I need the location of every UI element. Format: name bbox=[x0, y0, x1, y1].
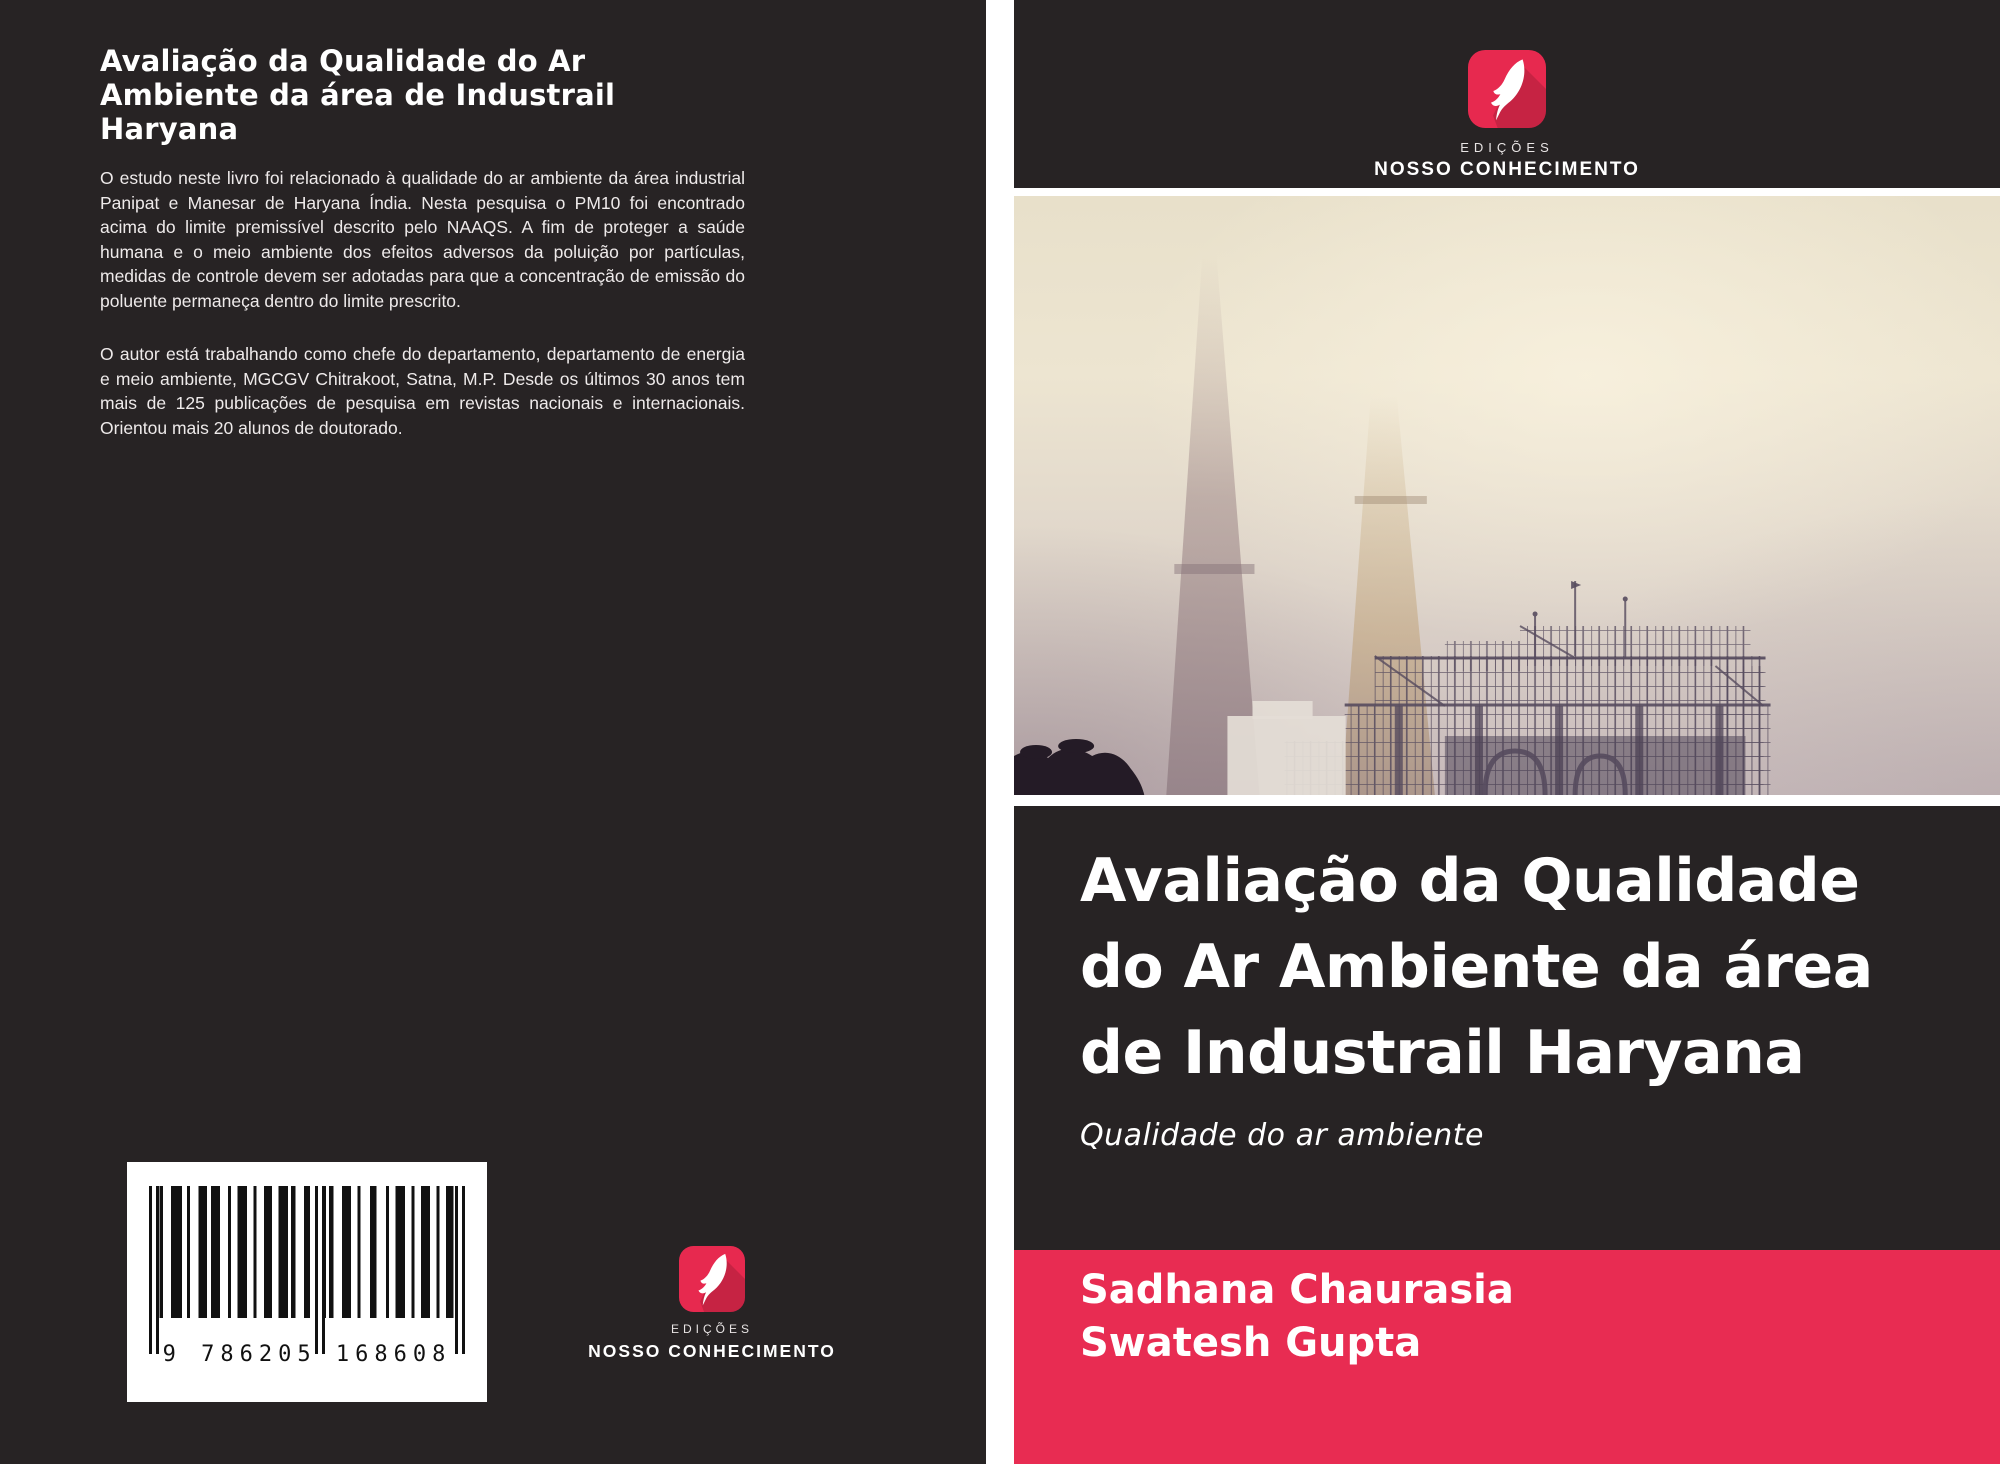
feather-icon bbox=[1468, 50, 1546, 128]
barcode-bars bbox=[149, 1186, 465, 1318]
feather-icon bbox=[679, 1246, 745, 1312]
back-cover bbox=[0, 0, 986, 1464]
back-title-line: Haryana bbox=[100, 112, 239, 146]
front-title bbox=[1080, 838, 1873, 1096]
barcode bbox=[127, 1162, 487, 1402]
author-bio-text: O autor está trabalhando como chefe do departamento, departamento de energia e meio ambiente, MGCGV Chitrakoot, Satna, M.P. Desde os últimos 30 anos tem mais de 125 publicações de pesquisa em revistas nacionais e internacionais. Orientou mais 20 alunos de doutorado. bbox=[100, 344, 745, 438]
barcode-number: 9 786205 168608 bbox=[162, 1342, 452, 1367]
back-title-line: Ambiente da área de Industrail bbox=[100, 78, 616, 112]
barcode-guard-right bbox=[455, 1186, 465, 1354]
subtitle: Qualidade do ar ambiente bbox=[1080, 1118, 1485, 1153]
author-name: Sadhana Chaurasia bbox=[1080, 1267, 1514, 1313]
imprint-small-label: EDIÇÕES bbox=[670, 1322, 753, 1336]
front-cover bbox=[1014, 0, 2000, 1464]
imprint-name-label: NOSSO CONHECIMENTO bbox=[588, 1341, 836, 1361]
front-title-line: Avaliação da Qualidade bbox=[1080, 846, 1860, 916]
spine-gutter bbox=[986, 0, 1014, 1464]
imprint-small-label: EDIÇÕES bbox=[1460, 140, 1554, 155]
cover-photo bbox=[1014, 196, 2000, 795]
imprint-name-label: NOSSO CONHECIMENTO bbox=[1374, 159, 1640, 180]
cover-photo-frame bbox=[1014, 188, 2000, 806]
author-band bbox=[1014, 1250, 2000, 1464]
publisher-logo-back bbox=[562, 1246, 862, 1362]
front-title-line: de Industrail Haryana bbox=[1080, 1018, 1805, 1088]
back-title-line: Avaliação da Qualidade do Ar bbox=[100, 44, 586, 78]
barcode-guard-left bbox=[149, 1186, 159, 1354]
barcode-guard-middle bbox=[315, 1186, 325, 1354]
publisher-logo-front bbox=[1014, 50, 2000, 181]
back-title bbox=[100, 44, 615, 146]
author-name: Swatesh Gupta bbox=[1080, 1320, 1422, 1366]
front-title-line: do Ar Ambiente da área bbox=[1080, 932, 1873, 1002]
synopsis-text: O estudo neste livro foi relacionado à qualidade do ar ambiente da área industrial Panipat e Manesar de Haryana Índia. Nesta pesquisa o PM10 foi encontrado acima do limite premissível descrito pelo NAAQS. A fim de proteger a saúde humana e o meio ambiente dos efeitos adversos da poluição por partículas, medidas de controle devem ser adotadas para que a concentração de emissão do poluente permaneça dentro do limite prescrito. bbox=[100, 168, 745, 311]
